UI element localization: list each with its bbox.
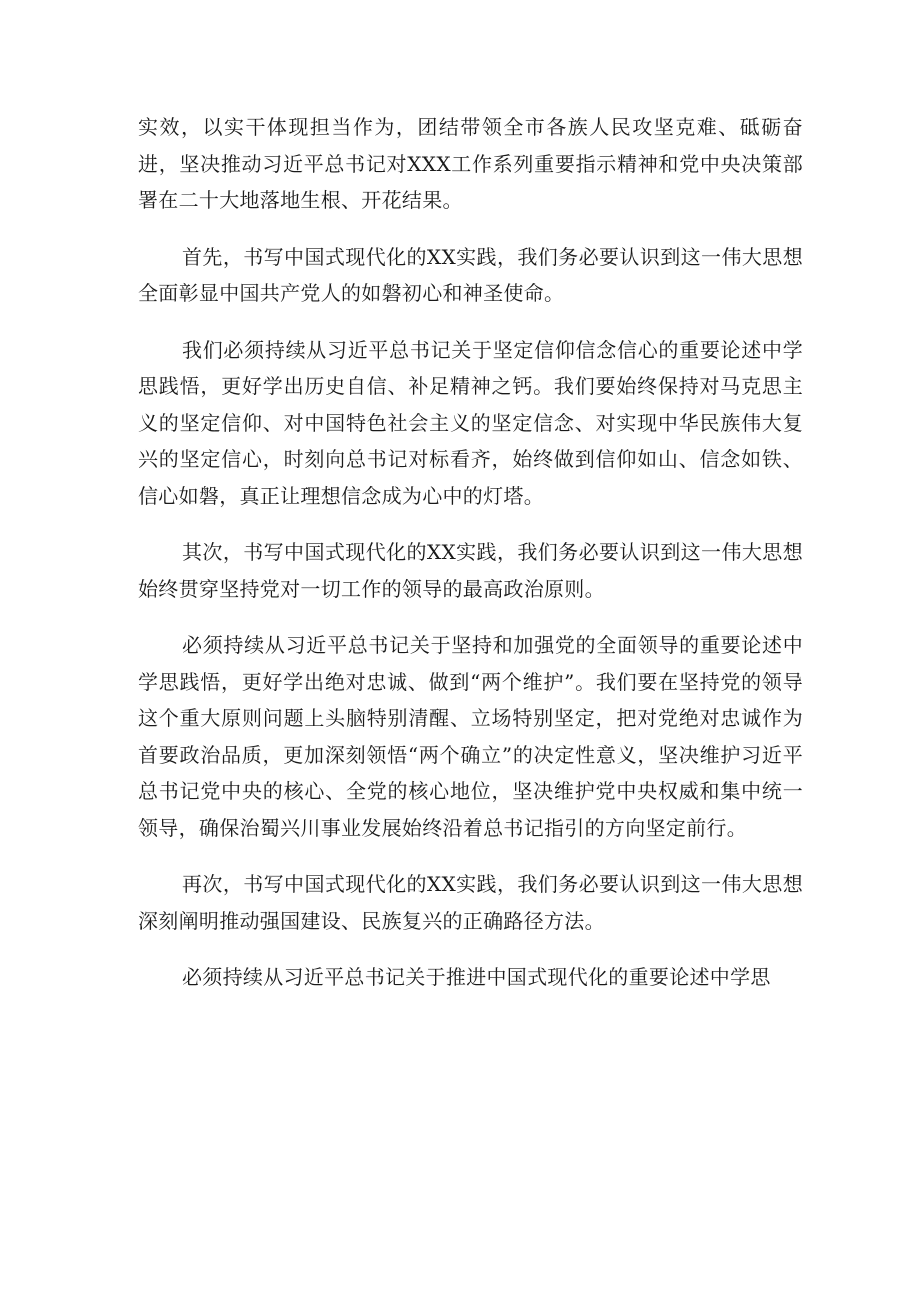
paragraph-second-point: 其次，书写中国式现代化的XX实践，我们务必要认识到这一伟大思想始终贯穿坚持党对一切工作的领导的最高政治原则。 [138, 540, 803, 601]
paragraph-first-detail: 我们必须持续从习近平总书记关于坚定信仰信念信心的重要论述中学思践悟，更好学出历史自信、补足精神之钙。我们要始终保持对马克思主义的坚定信仰、对中国特色社会主义的坚定信念、对实现中华民族伟大复兴的坚定信心，时刻向总书记对标看齐，始终做到信仰如山、信念如铁、信心如磐，真正让理想信念成为心中的灯塔。 [138, 337, 803, 508]
paragraph-first-point: 首先，书写中国式现代化的XX实践，我们务必要认识到这一伟大思想全面彰显中国共产党人的如磐初心和神圣使命。 [138, 244, 803, 305]
paragraph-third-point: 再次，书写中国式现代化的XX实践，我们务必要认识到这一伟大思想深刻阐明推动强国建设、民族复兴的正确路径方法。 [138, 872, 803, 933]
paragraph-second-detail: 必须持续从习近平总书记关于坚持和加强党的全面领导的重要论述中学思践悟，更好学出绝对忠诚、做到“两个维护”。我们要在坚持党的领导这个重大原则问题上头脑特别清醒、立场特别坚定，把对党绝对忠诚作为首要政治品质，更加深刻领悟“两个确立”的决定性意义，坚决维护习近平总书记党中央的核心、全党的核心地位，坚决维护党中央权威和集中统一领导，确保治蜀兴川事业发展始终沿着总书记指引的方向坚定前行。 [138, 633, 803, 840]
paragraph-continuation: 实效，以实干体现担当作为，团结带领全市各族人民攻坚克难、砥砺奋进，坚决推动习近平总书记对XXX工作系列重要指示精神和党中央决策部署在二十大地落地生根、开花结果。 [138, 115, 803, 212]
paragraph-third-detail: 必须持续从习近平总书记关于推进中国式现代化的重要论述中学思 [182, 965, 771, 989]
document-page [138, 109, 803, 1016]
